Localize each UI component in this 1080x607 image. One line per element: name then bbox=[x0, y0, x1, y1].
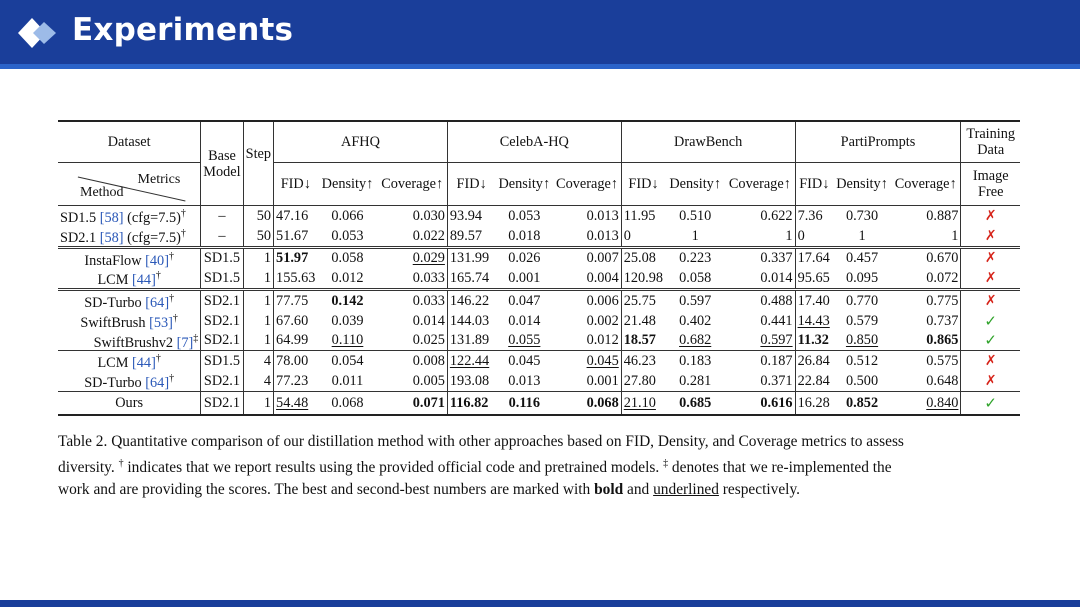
citation-link[interactable]: [40] bbox=[145, 252, 169, 269]
metric-value: 11.32 bbox=[795, 331, 833, 351]
header-density-drawbench: Density↑ bbox=[665, 163, 725, 206]
metric-value: 27.80 bbox=[623, 373, 656, 389]
table-row bbox=[58, 331, 1020, 351]
metric-value: 0.575 bbox=[891, 351, 961, 371]
header-density-parti: Density↑ bbox=[833, 163, 891, 206]
header-fid-parti: FID↓ bbox=[795, 163, 833, 206]
base-model-cell: – bbox=[201, 206, 243, 226]
slide-title: Experiments bbox=[72, 12, 294, 48]
header-method-label: Method bbox=[80, 185, 124, 200]
header-image-free bbox=[961, 163, 1020, 206]
metric-value: 0.579 bbox=[845, 312, 879, 329]
header-step: Step bbox=[243, 121, 273, 206]
dagger-mark: † bbox=[180, 227, 186, 239]
metric-value: 0.500 bbox=[845, 373, 879, 389]
metric-value: 0.402 bbox=[679, 312, 712, 329]
header-density-afhq: Density↑ bbox=[318, 163, 378, 206]
dagger-mark: † bbox=[180, 208, 186, 219]
table-body bbox=[58, 206, 1020, 415]
metric-value: 0.001 bbox=[553, 371, 621, 391]
metric-value: 78.00 bbox=[274, 351, 318, 371]
method-name: SD1.5 bbox=[60, 209, 97, 226]
metric-value: 0.337 bbox=[725, 247, 795, 268]
double-diamond-icon bbox=[18, 16, 58, 50]
header-training-data bbox=[961, 121, 1020, 163]
metric-value: 21.48 bbox=[623, 312, 656, 329]
cross-icon: ✗ bbox=[961, 290, 1020, 311]
method-name: LCM bbox=[97, 272, 129, 289]
metric-value: 0.022 bbox=[377, 226, 447, 247]
metric-value: 0.058 bbox=[318, 247, 378, 268]
table-row bbox=[58, 290, 1020, 311]
method-name: Ours bbox=[115, 394, 144, 411]
header-coverage-drawbench: Coverage↑ bbox=[725, 163, 795, 206]
dagger-mark: † bbox=[155, 270, 161, 282]
metric-value: 0.072 bbox=[891, 268, 961, 289]
metric-value: 120.98 bbox=[621, 268, 665, 289]
base-model-cell: – bbox=[201, 226, 243, 247]
base-model-cell: SD1.5 bbox=[201, 247, 243, 268]
citation-number: 40 bbox=[149, 252, 165, 269]
citation-link[interactable]: [7] bbox=[176, 334, 194, 351]
metric-value: 0.441 bbox=[725, 311, 795, 331]
header-density-celeba: Density↑ bbox=[495, 163, 553, 206]
metric-value: 0.616 bbox=[725, 391, 795, 415]
check-icon: ✓ bbox=[984, 311, 997, 330]
metric-value: 0.183 bbox=[665, 351, 725, 371]
header-training-data-line2: Data bbox=[977, 142, 1005, 158]
metric-value: 193.08 bbox=[447, 371, 495, 391]
metric-value: 54.48 bbox=[274, 391, 318, 415]
metric-value: 1 bbox=[891, 226, 961, 247]
method-name: SwiftBrush bbox=[80, 314, 146, 331]
method-name: SwiftBrushv2 bbox=[93, 334, 174, 351]
metric-value: 77.23 bbox=[276, 373, 309, 389]
method-name: SD2.1 bbox=[60, 229, 97, 246]
metric-value: 0.071 bbox=[377, 391, 447, 415]
header-partiprompts: PartiPrompts bbox=[795, 121, 961, 163]
base-model-cell: SD1.5 bbox=[201, 268, 243, 289]
metric-value: 46.23 bbox=[621, 351, 665, 371]
cross-icon: ✗ bbox=[961, 351, 1020, 371]
header-afhq: AFHQ bbox=[274, 121, 448, 163]
method-cell bbox=[58, 226, 201, 247]
metric-value: 0.006 bbox=[553, 290, 621, 311]
base-model-cell: SD1.5 bbox=[201, 351, 243, 371]
citation-number: 58 bbox=[104, 229, 119, 246]
metric-value: 0.066 bbox=[318, 206, 378, 226]
metric-value: 47.16 bbox=[274, 206, 318, 226]
method-cell bbox=[58, 206, 201, 226]
metric-value: 0.512 bbox=[833, 351, 891, 371]
metric-value: 0.685 bbox=[665, 391, 725, 415]
citation-link[interactable]: [44] bbox=[132, 272, 156, 289]
header-fid-celeba: FID↓ bbox=[447, 163, 495, 206]
metric-value: 0.187 bbox=[725, 351, 795, 371]
table-row bbox=[58, 351, 1020, 371]
metric-value: 0.852 bbox=[833, 391, 891, 415]
caption-text: work and are providing the scores. The best and second-best numbers are marked with bbox=[58, 481, 595, 499]
table-row bbox=[58, 311, 1020, 331]
dagger-mark: † bbox=[169, 373, 175, 385]
step-cell: 1 bbox=[243, 311, 273, 331]
header-dataset: Dataset bbox=[58, 121, 201, 163]
step-cell: 4 bbox=[243, 371, 273, 391]
metric-value: 0.013 bbox=[553, 226, 621, 247]
cfg-label: (cfg=7.5) bbox=[127, 209, 181, 226]
metric-value: 0.004 bbox=[553, 268, 621, 289]
caption-dagger: † bbox=[118, 458, 124, 469]
table-row bbox=[58, 391, 1020, 415]
metric-value: 0.018 bbox=[495, 226, 553, 247]
metric-value: 0.039 bbox=[331, 312, 364, 329]
step-cell: 50 bbox=[243, 226, 273, 247]
metric-value: 0.025 bbox=[377, 331, 447, 351]
metric-value: 0.055 bbox=[508, 332, 541, 349]
metric-value: 0.011 bbox=[331, 373, 364, 389]
metric-value: 26.84 bbox=[795, 351, 833, 371]
header-coverage-parti: Coverage↑ bbox=[891, 163, 961, 206]
method-cell bbox=[58, 391, 201, 415]
caption-text: denotes that we re-implemented the bbox=[668, 459, 892, 477]
metric-value: 0.488 bbox=[725, 290, 795, 311]
citation-number: 64 bbox=[150, 294, 165, 311]
cross-icon: ✗ bbox=[984, 373, 997, 389]
header-metrics-label: Metrics bbox=[137, 172, 181, 187]
metric-value: 1 bbox=[665, 226, 725, 247]
metric-value: 0.014 bbox=[508, 312, 541, 329]
header-method-metrics bbox=[58, 163, 201, 206]
metric-value: 1 bbox=[833, 226, 891, 247]
citation-link[interactable]: [64] bbox=[145, 294, 170, 311]
check-icon: ✓ bbox=[961, 391, 1020, 415]
metric-value: 0.014 bbox=[377, 311, 447, 331]
caption-text: respectively. bbox=[718, 481, 800, 499]
metric-value: 165.74 bbox=[447, 268, 495, 289]
metric-value: 0.005 bbox=[377, 371, 447, 391]
method-cell bbox=[58, 311, 201, 331]
method-cell bbox=[58, 268, 201, 289]
header-fid-drawbench: FID↓ bbox=[621, 163, 665, 206]
citation-number: 44 bbox=[136, 355, 152, 372]
citation-number: 53 bbox=[153, 314, 169, 331]
metric-value: 0.054 bbox=[318, 351, 378, 371]
metric-value: 116.82 bbox=[447, 391, 495, 415]
header-base-model bbox=[201, 121, 243, 206]
metric-value: 122.44 bbox=[447, 351, 495, 371]
caption-text: indicates that we report results using the provided official code and pretrained models. bbox=[123, 459, 664, 477]
metric-value: 0.775 bbox=[891, 290, 961, 311]
step-cell: 1 bbox=[243, 331, 273, 351]
header-row-datasets bbox=[58, 121, 1020, 163]
metric-value: 1 bbox=[725, 226, 795, 247]
header-image-free-line2: Free bbox=[978, 184, 1004, 200]
header-fid-afhq: FID↓ bbox=[274, 163, 318, 206]
step-cell: 1 bbox=[243, 268, 273, 289]
metric-value: 14.43 bbox=[795, 311, 833, 331]
table-row bbox=[58, 226, 1020, 247]
metric-value: 0.730 bbox=[833, 206, 891, 226]
citation-number: 7 bbox=[181, 334, 189, 351]
metric-value: 7.36 bbox=[795, 206, 833, 226]
header-celeba: CelebA-HQ bbox=[447, 121, 621, 163]
metric-value: 0.597 bbox=[665, 290, 725, 311]
step-cell: 4 bbox=[243, 351, 273, 371]
cross-icon: ✗ bbox=[961, 268, 1020, 289]
metric-value: 11.95 bbox=[621, 206, 665, 226]
base-model-cell: SD2.1 bbox=[201, 290, 243, 311]
metric-value: 0.068 bbox=[318, 391, 378, 415]
header-accent-line bbox=[0, 64, 1080, 69]
caption-bold-word: bold bbox=[594, 481, 624, 499]
dagger-mark: † bbox=[169, 293, 175, 305]
slide-header bbox=[0, 0, 1080, 64]
header-coverage-celeba: Coverage↑ bbox=[553, 163, 621, 206]
dagger-mark: † bbox=[155, 353, 161, 365]
metric-value: 0.095 bbox=[833, 268, 891, 289]
metric-value: 0.008 bbox=[377, 351, 447, 371]
caption-underlined-word: underlined bbox=[653, 481, 719, 499]
header-image-free-line1: Image bbox=[972, 168, 1009, 184]
table-row bbox=[58, 206, 1020, 226]
table-row bbox=[58, 247, 1020, 268]
method-cell bbox=[58, 290, 201, 311]
metric-value: 67.60 bbox=[276, 312, 309, 329]
results-table bbox=[58, 120, 1020, 416]
citation-link[interactable]: [58] bbox=[99, 209, 124, 226]
metric-value: 0.116 bbox=[495, 391, 553, 415]
metric-value: 93.94 bbox=[447, 206, 495, 226]
metric-value: 0.033 bbox=[377, 268, 447, 289]
metric-value: 0.047 bbox=[495, 290, 553, 311]
metric-value: 0.013 bbox=[553, 206, 621, 226]
method-cell bbox=[58, 247, 201, 268]
caption-ddagger: ‡ bbox=[663, 458, 669, 469]
header-base-model-line2: Model bbox=[203, 163, 241, 180]
metric-value: 0 bbox=[621, 226, 665, 247]
metric-value: 131.99 bbox=[447, 247, 495, 268]
metric-value: 21.10 bbox=[621, 391, 665, 415]
metric-value: 0.002 bbox=[553, 311, 621, 331]
metric-value: 144.03 bbox=[447, 311, 495, 331]
metric-value: 0.737 bbox=[891, 311, 961, 331]
metric-value: 0.597 bbox=[725, 331, 795, 351]
metric-value: 146.22 bbox=[447, 290, 495, 311]
metric-value: 25.08 bbox=[621, 247, 665, 268]
step-cell: 1 bbox=[243, 247, 273, 268]
metric-value: 0.670 bbox=[891, 247, 961, 268]
metric-value: 0.053 bbox=[318, 226, 378, 247]
cfg-label: (cfg=7.5) bbox=[127, 229, 181, 246]
metric-value: 0.033 bbox=[377, 290, 447, 311]
dagger-mark: ‡ bbox=[193, 332, 199, 344]
cross-icon: ✗ bbox=[961, 206, 1020, 226]
metric-value: 0.371 bbox=[725, 371, 795, 391]
step-cell: 1 bbox=[243, 391, 273, 415]
metric-value: 77.75 bbox=[274, 290, 318, 311]
metric-value: 0.007 bbox=[553, 247, 621, 268]
metric-value: 0.457 bbox=[833, 247, 891, 268]
metric-value: 131.89 bbox=[447, 331, 495, 351]
dagger-mark: † bbox=[172, 312, 178, 324]
metric-value: 64.99 bbox=[276, 332, 309, 349]
step-cell: 1 bbox=[243, 290, 273, 311]
citation-link[interactable]: [64] bbox=[145, 374, 170, 391]
metric-value: 0.142 bbox=[318, 290, 378, 311]
metric-value: 0.045 bbox=[495, 351, 553, 371]
metric-value: 0.110 bbox=[331, 332, 364, 349]
cross-icon: ✗ bbox=[961, 247, 1020, 268]
step-cell: 50 bbox=[243, 206, 273, 226]
base-model-cell: SD2.1 bbox=[201, 391, 243, 415]
caption-line1: Table 2. Quantitative comparison of our distillation method with other approaches based on FID, Density, and Coverage metrics to assess bbox=[58, 433, 904, 450]
metric-value: 0.068 bbox=[553, 391, 621, 415]
header-coverage-afhq: Coverage↑ bbox=[377, 163, 447, 206]
check-icon: ✓ bbox=[984, 331, 997, 350]
metric-value: 0.840 bbox=[891, 391, 961, 415]
method-cell bbox=[58, 351, 201, 371]
metric-value: 17.40 bbox=[795, 290, 833, 311]
citation-link[interactable]: [53] bbox=[149, 314, 173, 331]
metric-value: 0.770 bbox=[833, 290, 891, 311]
metric-value: 0.281 bbox=[679, 373, 712, 389]
table-row bbox=[58, 268, 1020, 289]
metric-value: 0.045 bbox=[553, 351, 621, 371]
method-name: LCM bbox=[97, 355, 129, 372]
metric-value: 16.28 bbox=[795, 391, 833, 415]
metric-value: 51.97 bbox=[274, 247, 318, 268]
metric-value: 89.57 bbox=[447, 226, 495, 247]
metric-value: 0 bbox=[795, 226, 833, 247]
metric-value: 51.67 bbox=[274, 226, 318, 247]
metric-value: 95.65 bbox=[795, 268, 833, 289]
method-name: SD-Turbo bbox=[84, 374, 142, 391]
header-base-model-line1: Base bbox=[208, 147, 236, 164]
metric-value: 0.012 bbox=[553, 331, 621, 351]
metric-value: 0.013 bbox=[508, 373, 541, 389]
method-name: SD-Turbo bbox=[84, 294, 142, 311]
metric-value: 22.84 bbox=[795, 371, 833, 391]
table-caption bbox=[58, 431, 1028, 501]
header-training-data-line1: Training bbox=[966, 126, 1016, 142]
metric-value: 18.57 bbox=[623, 332, 656, 349]
metric-value: 0.510 bbox=[665, 206, 725, 226]
base-model-cell: SD2.1 bbox=[201, 371, 243, 391]
table-row bbox=[58, 371, 1020, 391]
metric-value: 0.223 bbox=[665, 247, 725, 268]
citation-number: 44 bbox=[136, 272, 152, 289]
dagger-mark: † bbox=[168, 250, 174, 262]
caption-text: diversity. bbox=[58, 459, 119, 477]
citation-link[interactable]: [44] bbox=[132, 355, 156, 372]
slide-footer-bar bbox=[0, 600, 1080, 607]
base-model-cell: SD2.1 bbox=[201, 331, 243, 351]
metric-value: 0.053 bbox=[495, 206, 553, 226]
metric-value: 0.682 bbox=[679, 332, 712, 349]
metric-value: 0.012 bbox=[318, 268, 378, 289]
metric-value: 0.030 bbox=[377, 206, 447, 226]
metric-value: 0.014 bbox=[725, 268, 795, 289]
method-cell bbox=[58, 331, 201, 351]
metric-value: 17.64 bbox=[795, 247, 833, 268]
metric-value: 0.001 bbox=[495, 268, 553, 289]
metric-value: 0.887 bbox=[891, 206, 961, 226]
metric-value: 0.026 bbox=[495, 247, 553, 268]
metric-value: 25.75 bbox=[621, 290, 665, 311]
method-cell bbox=[58, 371, 201, 391]
citation-number: 58 bbox=[104, 209, 119, 226]
cross-icon: ✗ bbox=[961, 226, 1020, 247]
metric-value: 0.648 bbox=[891, 371, 961, 391]
base-model-cell: SD2.1 bbox=[201, 311, 243, 331]
metric-value: 0.058 bbox=[665, 268, 725, 289]
metric-value: 0.850 bbox=[845, 332, 879, 349]
citation-number: 64 bbox=[150, 374, 165, 391]
metric-value: 0.622 bbox=[725, 206, 795, 226]
caption-text: and bbox=[623, 481, 654, 499]
metric-value: 155.63 bbox=[274, 268, 318, 289]
method-name: InstaFlow bbox=[84, 252, 142, 269]
metric-value: 0.029 bbox=[377, 247, 447, 268]
citation-link[interactable]: [58] bbox=[99, 229, 124, 246]
header-drawbench: DrawBench bbox=[621, 121, 795, 163]
metric-value: 0.865 bbox=[891, 331, 961, 351]
